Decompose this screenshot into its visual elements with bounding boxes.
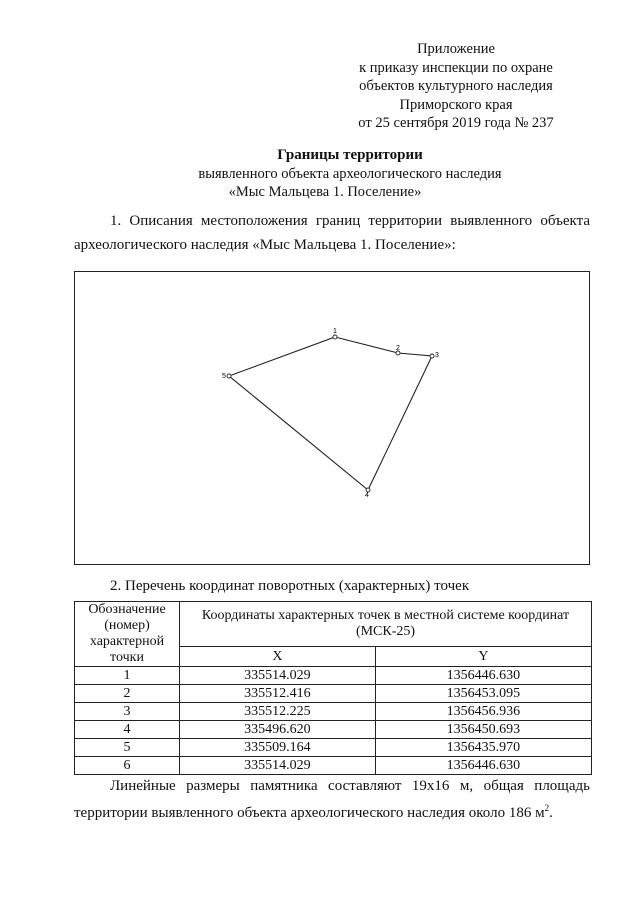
- map-label-5: 5: [222, 373, 226, 380]
- document-title: [150, 146, 550, 202]
- boundary-polygon-svg: [75, 272, 588, 563]
- cell-x: 335512.225: [180, 703, 376, 721]
- header-coordinates: Координаты характерных точек в местной системе координат (МСК-25): [180, 602, 592, 647]
- map-point-5: [227, 374, 231, 378]
- table-row: [75, 667, 592, 685]
- area-line: [74, 800, 590, 827]
- appendix-line: объектов культурного наследия: [359, 78, 553, 94]
- section-1-text: 1. Описания местоположения границ территории выявленного объекта археологического наследия «Мыс Мальцева 1. Поселение»:: [74, 213, 590, 253]
- cell-point: 3: [75, 703, 180, 721]
- cell-y: 1356450.693: [375, 721, 591, 739]
- cell-y: 1356446.630: [375, 667, 591, 685]
- cell-x: 335512.416: [180, 685, 376, 703]
- cell-point: 5: [75, 739, 180, 757]
- table-row: [75, 757, 592, 775]
- title-object-name: «Мыс Мальцева 1. Поселение»: [228, 184, 422, 200]
- map-label-1: 1: [333, 328, 337, 335]
- boundary-map: [74, 271, 590, 565]
- title-subtitle: выявленного объекта археологического наследия: [198, 165, 502, 182]
- map-point-1: [333, 335, 337, 339]
- header-y: Y: [375, 647, 591, 667]
- cell-y: 1356435.970: [375, 739, 591, 757]
- appendix-line: от 25 сентября 2019 года № 237: [358, 115, 554, 131]
- appendix-line: Приложение: [417, 41, 495, 57]
- cell-x: 335514.029: [180, 667, 376, 685]
- cell-point: 1: [75, 667, 180, 685]
- table-row: [75, 703, 592, 721]
- title-main: Границы территории: [277, 147, 423, 163]
- dimensions-line: Линейные размеры памятника составляют 19x16 м, общая площадь: [110, 778, 590, 794]
- area-line-end: .: [549, 805, 553, 821]
- cell-point: 4: [75, 721, 180, 739]
- cell-y: 1356456.936: [375, 703, 591, 721]
- map-label-4: 4: [365, 492, 369, 499]
- header-x: X: [180, 647, 376, 667]
- cell-x: 335514.029: [180, 757, 376, 775]
- cell-y: 1356453.095: [375, 685, 591, 703]
- table-row: [75, 721, 592, 739]
- area-unit-superscript: 2: [544, 803, 550, 813]
- section-3-text: [74, 773, 590, 827]
- map-label-2: 2: [396, 345, 400, 352]
- appendix-line: Приморского края: [399, 96, 513, 113]
- map-point-3: [430, 354, 434, 358]
- cell-point: 2: [75, 685, 180, 703]
- boundary-polygon: [229, 337, 432, 490]
- cell-x: 335496.620: [180, 721, 376, 739]
- section-2-text: 2. Перечень координат поворотных (характерных) точек: [110, 578, 470, 594]
- appendix-line: к приказу инспекции по охране: [359, 59, 553, 76]
- cell-point: 6: [75, 757, 180, 775]
- cell-y: 1356446.630: [375, 757, 591, 775]
- appendix-header: [336, 40, 576, 133]
- header-point-number: Обозначение (номер) характерной точки: [75, 602, 180, 667]
- cell-x: 335509.164: [180, 739, 376, 757]
- table-row: [75, 685, 592, 703]
- map-label-3: 3: [435, 352, 439, 359]
- area-text: территории выявленного объекта археологического наследия около 186 м: [74, 805, 545, 821]
- table-row: [75, 739, 592, 757]
- coordinates-table: [74, 601, 592, 775]
